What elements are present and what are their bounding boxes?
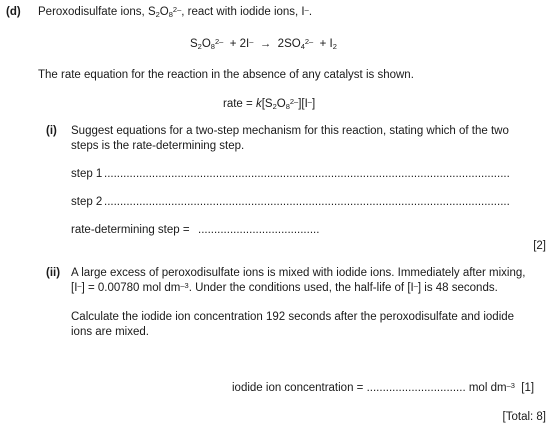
step1-label: step 1 bbox=[71, 168, 103, 180]
intro-suffix: , react with iodide ions, I bbox=[181, 6, 305, 18]
part-i-label: (i) bbox=[46, 125, 57, 137]
answer-row: iodide ion concentration = ............................... mol $dm^{-3}$ [1] bbox=[232, 380, 535, 394]
rds-answer-line[interactable]: ...................................... bbox=[198, 224, 320, 236]
rate-intro: The rate equation for the reaction in the absence of any catalyst is shown. bbox=[38, 69, 414, 81]
rate-tail: ][I bbox=[298, 98, 308, 110]
answer-label: iodide ion concentration = bbox=[232, 382, 367, 394]
total-marks: [Total: 8] bbox=[502, 411, 546, 423]
answer-unit: mol dm bbox=[465, 382, 507, 394]
rate-end: ] bbox=[311, 98, 316, 110]
part-d-intro: Peroxodisulfate ions, $S_2O_8^{2-}$, react with iodide ions, I–. bbox=[38, 4, 313, 20]
part-ii-label: (ii) bbox=[46, 267, 61, 279]
equation-lhs: S bbox=[190, 38, 198, 50]
intro-text: Peroxodisulfate ions, S bbox=[38, 6, 156, 18]
reaction-equation: $S_2O_8^{2-} + 2I^- \to 2SO_4^{2-} + I_2$ bbox=[190, 36, 337, 52]
step1-answer-line[interactable]: ............................................................................................................................... bbox=[104, 168, 510, 180]
part-i-question-line2: steps is the rate-determining step. bbox=[71, 140, 245, 152]
rds-label: rate-determining step = bbox=[71, 224, 190, 236]
rate-equation: rate = $k[S_2O_8^{2-}][I^-]$ bbox=[223, 96, 316, 112]
equation-arrow: → bbox=[259, 38, 272, 50]
step2-label: step 2 bbox=[71, 196, 103, 208]
equation-rhs-plus: + I bbox=[319, 38, 333, 50]
line2-b: ] = 0.00780 mol dm bbox=[81, 282, 181, 294]
line2-c: . Under the conditions used, the half-life of [I bbox=[188, 282, 414, 294]
equation-lhs-plus: + 2I bbox=[229, 38, 250, 50]
answer-marks: [1] bbox=[521, 382, 535, 394]
line2-d: ] is 48 seconds. bbox=[417, 282, 498, 294]
part-d-label: (d) bbox=[6, 6, 21, 18]
part-ii-line2: [I–] = 0.00780 mol $dm^{-3}$. Under the conditions used, the half-life of [I–] is 48 seconds. bbox=[71, 280, 498, 294]
calc-line1: Calculate the iodide ion concentration 192 seconds after the peroxodisulfate and iodide bbox=[71, 311, 515, 323]
rate-body: [S bbox=[261, 98, 273, 110]
line2-a: [I bbox=[71, 282, 78, 294]
rate-prefix: rate = bbox=[223, 98, 256, 110]
equation-rhs: 2SO bbox=[277, 38, 301, 50]
answer-line[interactable]: ............................... bbox=[366, 382, 466, 394]
part-i-question-line1: Suggest equations for a two-step mechanism for this reaction, stating which of the two bbox=[71, 125, 509, 137]
calc-line2: ions are mixed. bbox=[71, 326, 149, 338]
rate-constant: k bbox=[255, 98, 262, 110]
step2-answer-line[interactable]: ............................................................................................................................... bbox=[104, 196, 510, 208]
part-ii-line1: A large excess of peroxodisulfate ions is mixed with iodide ions. Immediately after mixing, bbox=[71, 267, 526, 279]
part-i-marks: [2] bbox=[533, 240, 546, 252]
